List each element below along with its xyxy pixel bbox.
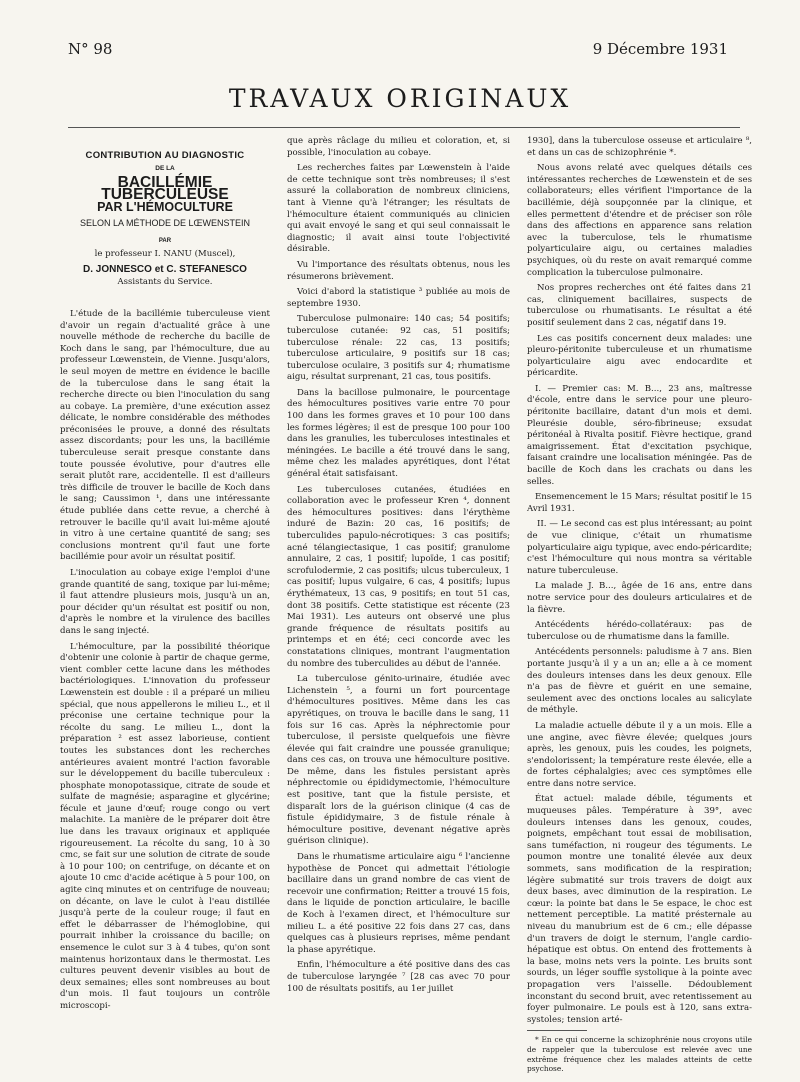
footnote-rule [527,1030,587,1031]
col3-case-paragraph: La maladie actuelle débute il y a un mois. Elle a une angine, avec fièvre élevée; quelques jours après, les genoux, puis les coudes, les poignets, s'endolorissent; la température reste élevée, elle a de fortes céphalalgies; avec ces symptômes elle entre dans notre service. [527,720,752,789]
col3-paragraph: II. — Le second cas est plus intéressant; au point de vue clinique, c'était un rhumatisme polyarticulaire aigu typique, avec endo-péricardite; c'est l'hémoculture qui nous montra sa véritable nature tuberculeuse. [527,519,752,576]
column-3 [527,136,752,1074]
header-rule [68,127,740,128]
col3-case-paragraph: État actuel: malade débile, téguments et muqueuses pâles. Température à 39°, avec douleurs intenses dans les genoux, coudes, poignets, empêchant tout essai de mobilisation, sans tuméfaction, ni rougeur des téguments. Le poumon montre une tonalité élevée aux deux sommets, sans modification de la respiration; légère submatité sur trois travers de doigt aux deux bases, avec diminution de la respiration. Le cœur: la pointe bat dans le 5e espace, le choc est nettement perceptible. La matité présternale au niveau du manubrium est de 6 cm.; elle dépasse d'un travers de doigt le sternum, l'angle cardio-hépatique est obtus. On entend des frottements à la base, moins nets vers la pointe. Les bruits sont sourds, un léger souffle systolique à la pointe avec propagation vers l'aisselle. Dédoublement inconstant du second bruit, avec retentissement au foyer pulmonaire. Le pouls est à 120, sans extra-systoles; tension arté- [527,794,752,1025]
issue-number: N° 98 [68,40,113,58]
article-author-1: le professeur I. NANU (Muscel), [94,249,236,260]
article-title-line-2: DE LA [155,164,175,172]
col2-paragraph: Vu l'importance des résultats obtenus, nous les résumerons brièvement. [287,259,510,282]
issue-date: 9 Décembre 1931 [592,40,728,58]
col3-case-paragraph: Antécédents hérédo-collatéraux: pas de tuberculose ou de rhumatisme dans la famille. [527,620,752,642]
section-title: TRAVAUX ORIGINAUX [228,84,572,113]
article-par: PAR [158,237,172,244]
article-author-2: D. JONNESCO et C. STEFANESCO [83,263,247,275]
col3-paragraph: Les cas positifs concernent deux malades: une pleuro-péritonite tuberculeuse et un rhumatisme polyarticulaire aigu avec endocardite et péricardite. [527,333,752,379]
col2-paragraph: Enfin, l'hémoculture a été positive dans des cas de tuberculose laryngée ⁷ [28 cas avec 70 pour 100 de résultats positifs, au 1er juillet [287,960,510,994]
col2-paragraph: Les tuberculoses cutanées, étudiées en collaboration avec le professeur Kren ⁴, donnent des hémocultures positives: dans l'érythème induré de Bazin: 20 cas, 16 positifs; de tuberculides papulo-nécrotiques: 3 cas positifs; acné télangiectasique, 1 cas positif; granulome annulaire, 2 cas, 1 positif; lupoïde, 1 cas positif; scrofulodermie, 2 cas positifs; ulcus tuberculeux, 1 cas positif; lupus vulgaire, 6 cas, 4 positifs; lupus érythémateux, 13 cas, 9 positifs; en tout 51 cas, dont 38 positifs. Cette statistique est récente (23 Mai 1931). Les auteurs ont observé une plus grande fréquence de résultats positifs au printemps et en été; ceci concorde avec les constatations cliniques, montrant l'augmentation du nombre des tuberculides au début de l'année. [287,484,510,669]
col3-paragraph: 1930], dans la tuberculose osseuse et articulaire ⁸, et dans un cas de schizophrénie *. [527,136,752,158]
article-title-line-5: SELON LA MÉTHODE DE LŒWENSTEIN [79,217,251,228]
column-1 [60,136,270,1017]
article-title-line-4: PAR L'HÉMOCULTURE [97,200,233,215]
col2-paragraph: La tuberculose génito-urinaire, étudiée avec Lichenstein ⁵, a fourni un fort pourcentage d'hémocultures positives. Même dans les cas apyrétiques, on trouva le bacille dans le sang, 11 fois sur 16 cas. Après la néphrectomie pour tuberculose, il persiste quelquefois une fièvre élevée qui fait craindre une poussée granulique; dans ces cas, on trouva une hémoculture positive. De même, dans les fistules persistant après néphrectomie ou épididymectomie, l'hémoculture est positive, tant que la fistule persiste, et disparaît lors de la guérison clinique (4 cas de fistule épididymaire, 3 de fistule rénale à hémoculture positive, devenant négative après guérison clinique). [287,674,510,847]
col2-paragraph: Dans le rhumatisme articulaire aigu ⁶ l'ancienne hypothèse de Poncet qui admettait l'étiologie bacillaire dans un grand nombre de cas vient de recevoir une confirmation; Reitter a trouvé 15 fois, dans le liquide de ponction articulaire, le bacille de Koch à l'examen direct, et l'hémoculture sur milieu L. a été positive 22 fois dans 27 cas, dans quelques cas à plusieurs reprises, même pendant la phase apyrétique. [287,852,510,955]
column-2 [287,136,510,999]
article-title-line-1: CONTRIBUTION AU DIAGNOSTIC [85,150,245,161]
col2-paragraph: Tuberculose pulmonaire: 140 cas; 54 positifs; tuberculose cutanée: 92 cas, 51 positifs; tuberculose rénale: 22 cas, 13 positifs; tuberculose articulaire, 9 positifs sur 18 cas; tuberculose oculaire, 3 positifs sur 4; rhumatisme aigu, résultat surprenant, 21 cas, tous positifs. [287,314,510,383]
article-heading [60,150,270,289]
article-author-role: Assistants du Service. [117,277,213,288]
col3-case-paragraph: Ensemencement le 15 Mars; résultat positif le 15 Avril 1931. [527,492,752,514]
col1-paragraph: L'étude de la bacillémie tuberculeuse vient d'avoir un regain d'actualité grâce à une nouvelle méthode de recherche du bacille de Koch dans le sang, par l'hémoculture, due au professeur Lœwenstein, de Vienne. Jusqu'alors, le seul moyen de mettre en évidence le bacille de la tuberculose dans le sang était la recherche directe ou bien l'inoculation du sang au cobaye. La première, d'une exécution assez délicate, le nombre considérable des méthodes préconisées le prouve, a donné des résultats assez discordants; pour les uns, la bacillémie tuberculeuse serait presque constante dans toute poussée évolutive, pour d'autres elle serait plutôt rare, accidentelle. Il est d'ailleurs très difficile de trouver le bacille de Koch dans le sang; Caussimon ¹, dans une intéressante étude publiée dans cette revue, a cherché à retrouver le bacille qu'il avait lui-même ajouté in vitro à une certaine quantité de sang; ses conclusions montrent qu'il faut une forte bacillémie pour avoir un résultat positif. [60,308,270,563]
col3-case-paragraph: La malade J. B..., âgée de 16 ans, entre dans notre service pour des douleurs articulaires et de la fièvre. [527,581,752,615]
col2-paragraph: Voici d'abord la statistique ³ publiée au mois de septembre 1930. [287,287,510,309]
col3-paragraph: Nos propres recherches ont été faites dans 21 cas, cliniquement bacillaires, suspects de tuberculose ou rhumatisants. Le résultat a été positif seulement dans 2 cas, négatif dans 19. [527,283,752,328]
footnote: * En ce qui concerne la schizophrénie nous croyons utile de rappeler que la tuberculose est relevée avec une extrême fréquence chez les malades atteints de cette psychose. [527,1035,752,1074]
col1-paragraph: L'hémoculture, par la possibilité théorique d'obtenir une colonie à partir de chaque germe, vient combler cette lacune dans les méthodes bactériologiques. L'innovation du professeur Lœwenstein est double : il a préparé un milieu spécial, que nous appellerons le milieu L., et il préconise une certaine technique pour la récolte du sang. Le milieu L., dont la préparation ² est assez laborieuse, contient toutes les substances dont les recherches antérieures avaient montré l'action favorable sur le développement du bacille tuberculeux : phosphate monopotassique, citrate de soude et sulfate de magnésie; asparagine et glycérine; fécule et jaune d'œuf; rouge congo ou vert malachite. La manière de le préparer doit être lue dans les travaux originaux et appliquée rigoureusement. La récolte du sang, 10 à 30 cmc, se fait sur une solution de citrate de soude à 10 pour 100; on centrifuge, on décante et on ajoute 10 cmc d'acide acétique à 5 pour 100, on agite cinq minutes et on centrifuge de nouveau; on décante, on lave le culot à l'eau distillée jusqu'à perte de la couleur rouge; il faut en effet le débarrasser de l'hémoglobine, qui pourrait inhiber la croissance du bacille; on ensemence le culot sur 3 à 4 tubes, qu'on sont maintenus horizontaux dans le thermostat. Les cultures peuvent devenir visibles au bout de deux semaines; elles sont nombreuses au bout d'un mois. Il faut toujours un contrôle microscopi- [60,641,270,1011]
col2-paragraph: que après râclage du milieu et coloration, et, si possible, l'inoculation au cobaye. [287,136,510,158]
col3-case-paragraph: I. — Premier cas: M. B..., 23 ans, maîtresse d'école, entre dans le service pour une pleuro-péritonite bacillaire, datant d'un mois et demi. Pleurésie double, séro-fibrineuse; exsudat péritonéal à Rivalta positif. Fièvre hectique, grand amaigrissement. État d'excitation psychique, faisant craindre une localisation méningée. Pas de bacille de Koch dans les crachats ou dans les selles. [527,383,752,487]
col1-paragraph: L'inoculation au cobaye exige l'emploi d'une grande quantité de sang, toxique par lui-même; il faut attendre plusieurs mois, jusqu'à un an, pour décider qu'un résultat est positif ou non, d'après le nombre et la virulence des bacilles dans le sang injecté. [60,568,270,636]
col3-case-paragraph: Antécédents personnels: paludisme à 7 ans. Bien portante jusqu'à il y a un an; elle a à ce moment des douleurs intenses dans les deux genoux. Elle n'a pas de fièvre et guérit en une semaine, seulement avec des onctions locales au salicylate de méthyle. [527,647,752,716]
article-title-line-3: BACILLÉMIE TUBERCULEUSE [101,174,229,203]
col3-paragraph: Nous avons relaté avec quelques détails ces intéressantes recherches de Lœwenstein et de ses collaborateurs; elles vérifient l'importance de la bacillémie, déjà soupçonnée par la clinique, et elles permettent d'étendre et de préciser son rôle dans des affections en apparence sans relation avec la tuberculose, tels le rhumatisme polyarticulaire aigu, ou certaines maladies psychiques, où du reste on avait remarqué comme complication la tuberculose pulmonaire. [527,163,752,278]
col2-paragraph: Les recherches faites par Lœwenstein à l'aide de cette technique sont très nombreuses; il s'est assuré la collaboration de nombreux cliniciens, tant à Vienne qu'à l'étranger; les résultats de l'hémoculture étaient communiqués au clinicien qui avait envoyé le sang et qui seul connaissait le diagnostic; il avait ainsi toute l'objectivité désirable. [287,163,510,255]
col2-paragraph: Dans la bacillose pulmonaire, le pourcentage des hémocultures positives varie entre 70 pour 100 dans les formes graves et 10 pour 100 dans les formes légères; il est de presque 100 pour 100 dans les granulies, les tuberculoses intestinales et méningées. Le bacille a été trouvé dans le sang, même chez les malades apyrétiques, dont l'état général était satisfaisant. [287,387,510,480]
